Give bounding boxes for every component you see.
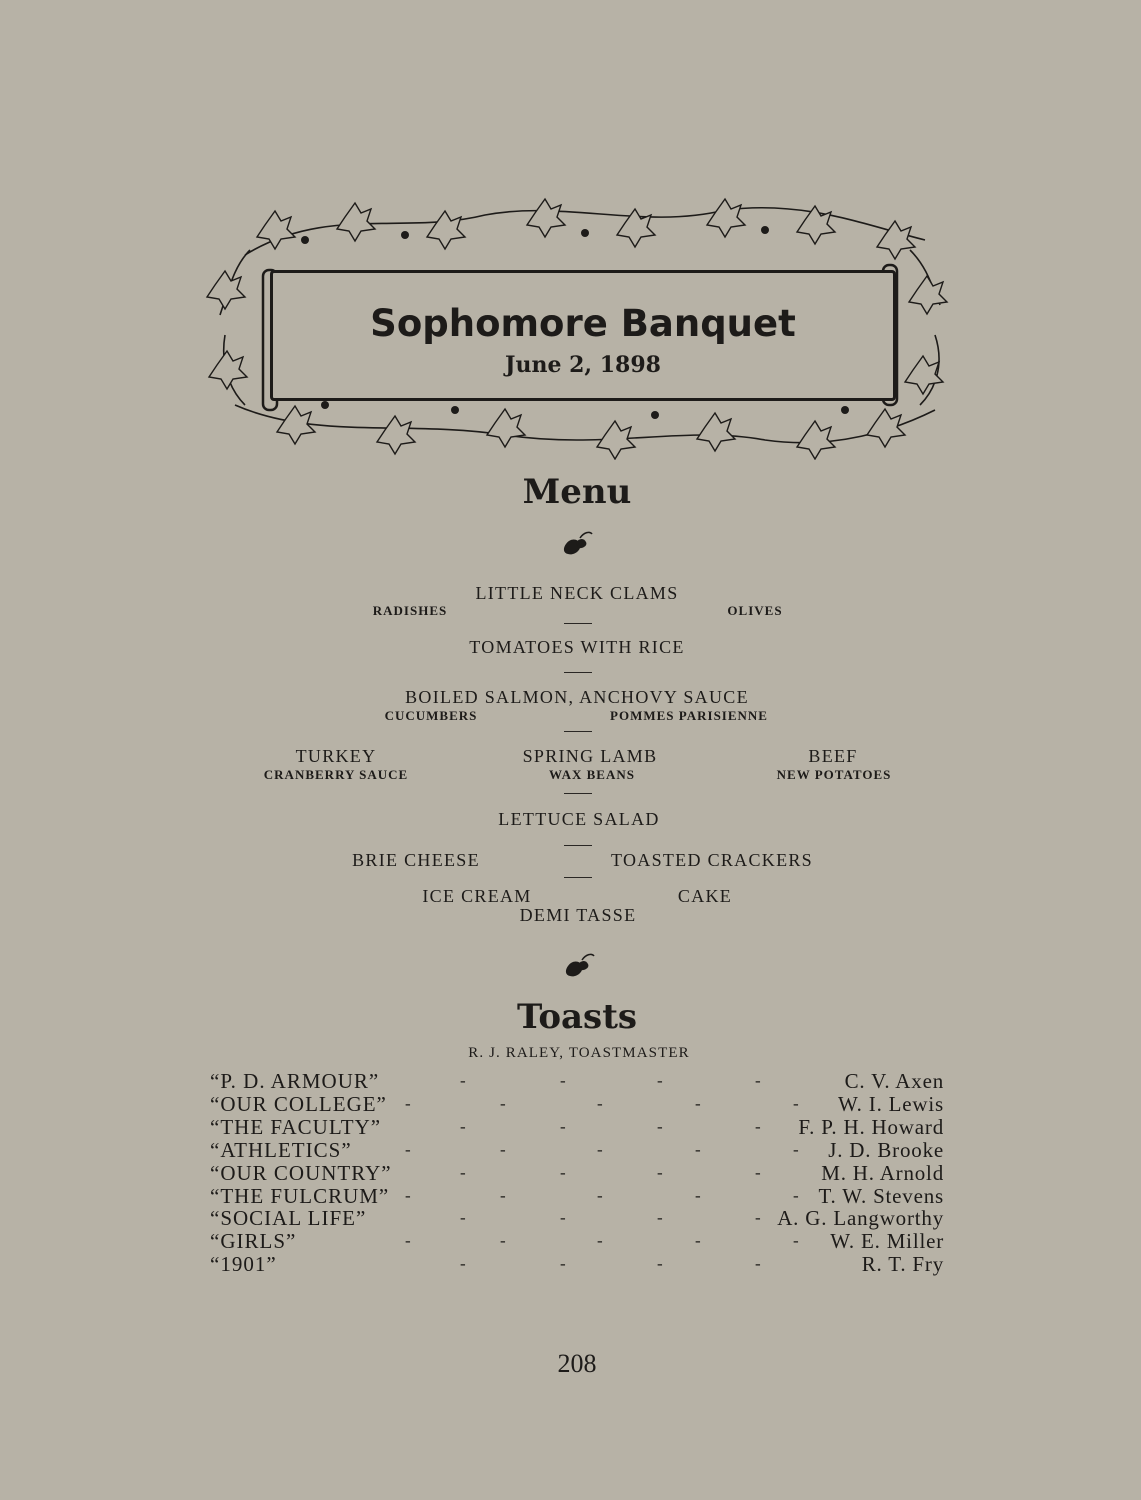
course-cranberry: CRANBERRY SAUCE [263,767,409,782]
toastmaster-line: R. J. RALEY, TOASTMASTER [468,1045,690,1061]
leader-dash: - [560,1254,566,1274]
toast-speaker: J. D. Brooke [828,1137,944,1162]
course-olives: OLIVES [727,603,783,618]
leaf-ornament-icon [562,950,598,980]
toast-speaker: W. I. Lewis [837,1091,944,1116]
leader-dash: - [560,1208,566,1228]
toast-topic: “SOCIAL LIFE” [210,1206,367,1231]
toast-speaker: C. V. Axen [844,1069,944,1093]
leader-dash: - [793,1093,799,1113]
toast-speaker: A. G. Langworthy [777,1206,944,1231]
divider [564,793,592,794]
toast-speaker: F. P. H. Howard [798,1114,944,1139]
course-demi-tasse: DEMI TASSE [519,905,637,925]
toast-speaker: T. W. Stevens [818,1183,944,1208]
leader-dash: - [657,1071,663,1090]
leader-dash: - [657,1254,663,1274]
leader-dash: - [755,1208,761,1228]
leader-dash: - [560,1116,566,1136]
course-clams: LITTLE NECK CLAMS [475,583,679,603]
leader-dash: - [755,1116,761,1136]
toast-topic: “1901” [210,1252,277,1277]
course-turkey: TURKEY [295,746,377,766]
leader-dash: - [793,1185,799,1205]
course-beef: BEEF [808,746,858,766]
course-lamb: SPRING LAMB [522,746,658,766]
leader-dash: - [500,1231,506,1251]
leader-dash: - [500,1185,506,1205]
leader-dash: - [755,1162,761,1182]
toast-topic: “P. D. ARMOUR” [210,1069,380,1093]
divider [564,731,592,732]
leader-dash: - [793,1231,799,1251]
leader-dash: - [500,1093,506,1113]
toast-topic: “GIRLS” [210,1229,297,1254]
toast-topic: “ATHLETICS” [210,1137,352,1162]
leader-dash: - [560,1071,566,1090]
divider [564,877,592,878]
leader-dash: - [657,1162,663,1182]
course-ice-cream: ICE CREAM [422,886,532,906]
course-pommes: POMMES PARISIENNE [610,708,768,723]
leader-dash: - [405,1093,411,1113]
course-tomatoes: TOMATOES WITH RICE [469,637,685,657]
leader-dash: - [657,1116,663,1136]
leader-dash: - [755,1071,761,1090]
leader-dash: - [500,1139,506,1159]
course-cake: CAKE [677,886,733,906]
toast-topic: “THE FULCRUM” [210,1183,390,1208]
toast-topic: “OUR COLLEGE” [210,1091,387,1116]
banner-date: June 2, 1898 [505,352,661,378]
toast-speaker: R. T. Fry [861,1252,944,1277]
course-radishes: RADISHES [372,603,448,618]
toast-speaker: M. H. Arnold [821,1160,944,1185]
leader-dash: - [460,1116,466,1136]
leader-dash: - [560,1162,566,1182]
page-number: 208 [557,1349,597,1378]
course-cucumbers: CUCUMBERS [384,708,478,723]
divider [564,623,592,624]
toasts-heading: Toasts [516,997,638,1037]
leader-dash: - [597,1139,603,1159]
course-potatoes: NEW POTATOES [776,767,892,782]
course-salad: LETTUCE SALAD [498,809,660,829]
leader-dash: - [695,1231,701,1251]
leader-dash: - [460,1071,466,1090]
leader-dash: - [695,1185,701,1205]
leader-dash: - [793,1139,799,1159]
course-salmon: BOILED SALMON, ANCHOVY SAUCE [405,687,749,707]
leader-dash: - [695,1093,701,1113]
leader-dash: - [460,1254,466,1274]
divider [564,845,592,846]
leader-dash: - [405,1231,411,1251]
menu-heading: Menu [522,472,632,512]
course-brie: BRIE CHEESE [352,850,480,870]
leaf-ornament-icon [560,528,596,558]
banner-title: Sophomore Banquet [370,302,796,345]
leader-dash: - [405,1185,411,1205]
leader-dash: - [657,1208,663,1228]
toast-topic: “THE FACULTY” [210,1114,382,1139]
leader-dash: - [597,1231,603,1251]
leader-dash: - [597,1093,603,1113]
divider [564,672,592,673]
toast-topic: “OUR COUNTRY” [210,1160,392,1185]
course-crackers: TOASTED CRACKERS [611,850,813,870]
leader-dash: - [695,1139,701,1159]
leader-dash: - [460,1162,466,1182]
toast-speaker: W. E. Miller [830,1229,944,1254]
course-wax-beans: WAX BEANS [549,767,635,782]
leader-dash: - [405,1139,411,1159]
leader-dash: - [460,1208,466,1228]
leader-dash: - [755,1254,761,1274]
leader-dash: - [597,1185,603,1205]
